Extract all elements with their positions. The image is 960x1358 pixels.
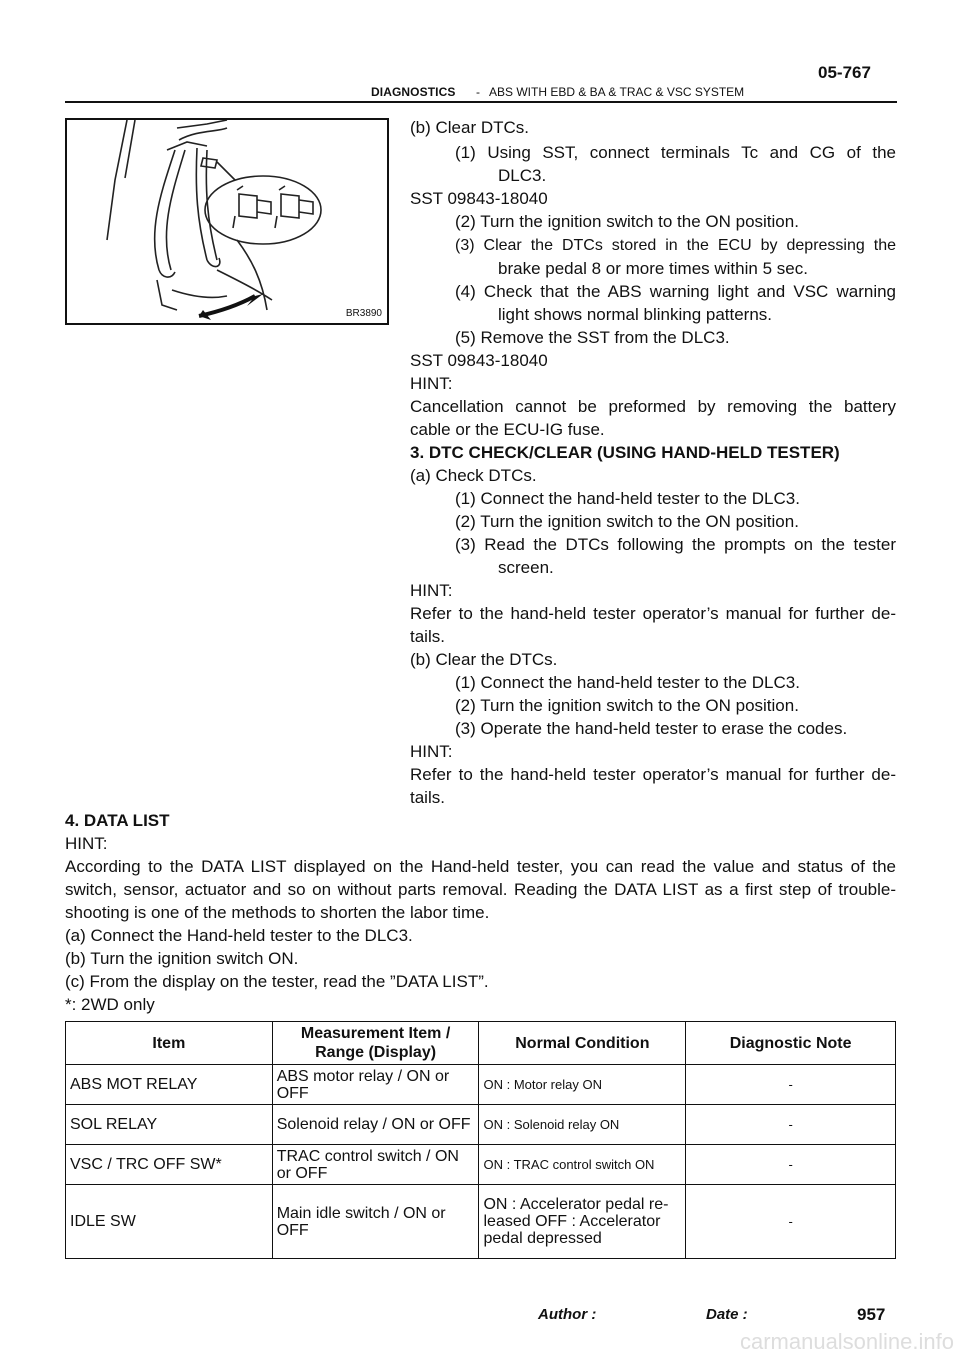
data-list-para-line1: According to the DATA LIST displayed on the Hand-held tester, you can read the value and status of the bbox=[65, 857, 896, 876]
cell-item: SOL RELAY bbox=[66, 1105, 273, 1145]
cell-diagnostic-note: - bbox=[686, 1185, 896, 1259]
cell-measurement: ABS motor relay / ON or OFF bbox=[272, 1065, 479, 1105]
step-b5: (5) Remove the SST from the DLC3. bbox=[455, 328, 730, 347]
step-b1-line1: (1) Using SST, connect terminals Tc and CG of the bbox=[455, 143, 896, 162]
data-list-para-line3: shooting is one of the methods to shorten the labor time. bbox=[65, 903, 490, 922]
sst-number-2: SST 09843-18040 bbox=[410, 351, 548, 370]
header-rule bbox=[65, 101, 897, 103]
footer-author: Author : bbox=[538, 1306, 597, 1323]
step-a2: (2) Turn the ignition switch to the ON position. bbox=[455, 512, 799, 531]
step-d-c: (c) From the display on the tester, read the ”DATA LIST”. bbox=[65, 972, 489, 991]
hint-label-2: HINT: bbox=[410, 581, 453, 600]
header-diagnostic-note: Diagnostic Note bbox=[686, 1022, 896, 1065]
table-row bbox=[66, 1145, 896, 1185]
step-a-check: (a) Check DTCs. bbox=[410, 466, 537, 485]
footnote-2wd: *: 2WD only bbox=[65, 995, 155, 1014]
header-title: DIAGNOSTICS bbox=[371, 85, 456, 99]
step-c3: (3) Operate the hand-held tester to erase the codes. bbox=[455, 719, 848, 738]
cell-measurement: Solenoid relay / ON or OFF bbox=[272, 1105, 479, 1145]
hint3-line1: Refer to the hand-held tester operator’s manual for further de- bbox=[410, 765, 896, 784]
cell-measurement: Main idle switch / ON or OFF bbox=[272, 1185, 479, 1259]
step-d-b: (b) Turn the ignition switch ON. bbox=[65, 949, 299, 968]
hint1-line2: cable or the ECU-IG fuse. bbox=[410, 420, 605, 439]
cell-item: VSC / TRC OFF SW* bbox=[66, 1145, 273, 1185]
step-b-clear: (b) Clear DTCs. bbox=[410, 118, 530, 137]
table-row bbox=[66, 1065, 896, 1105]
table-header-row bbox=[66, 1022, 896, 1065]
header-separator: - bbox=[476, 85, 480, 99]
step-c1: (1) Connect the hand-held tester to the DLC3. bbox=[455, 673, 800, 692]
hint3-line2: tails. bbox=[410, 788, 445, 807]
header-subtitle: ABS WITH EBD & BA & TRAC & VSC SYSTEM bbox=[489, 85, 745, 99]
pedal-drawing bbox=[67, 120, 387, 323]
step-a1: (1) Connect the hand-held tester to the DLC3. bbox=[455, 489, 800, 508]
step-b3-line1: (3) Clear the DTCs stored in the ECU by depressing the bbox=[455, 237, 896, 254]
cell-item: IDLE SW bbox=[66, 1185, 273, 1259]
cell-item: ABS MOT RELAY bbox=[66, 1065, 273, 1105]
table-row bbox=[66, 1185, 896, 1259]
header-item: Item bbox=[66, 1022, 273, 1065]
watermark: carmanualsonline.info bbox=[739, 1329, 954, 1354]
cell-normal-condition: ON : Solenoid relay ON bbox=[479, 1105, 686, 1145]
cell-normal-condition: ON : TRAC control switch ON bbox=[479, 1145, 686, 1185]
cell-diagnostic-note: - bbox=[686, 1145, 896, 1185]
pedal-illustration bbox=[65, 118, 389, 325]
hint2-line1: Refer to the hand-held tester operator’s manual for further de- bbox=[410, 604, 896, 623]
step-b3-line2: brake pedal 8 or more times within 5 sec. bbox=[498, 259, 808, 278]
page-number: 957 bbox=[857, 1305, 886, 1324]
data-list-table bbox=[65, 1021, 896, 1259]
figure-label: BR3890 bbox=[345, 308, 382, 319]
table-row bbox=[66, 1105, 896, 1145]
header-normal-condition: Normal Condition bbox=[479, 1022, 686, 1065]
hint-label-3: HINT: bbox=[410, 742, 453, 761]
step-b-clear2: (b) Clear the DTCs. bbox=[410, 650, 558, 669]
step-a3-line1: (3) Read the DTCs following the prompts on the tester bbox=[455, 535, 896, 554]
section-code: 05-767 bbox=[818, 63, 871, 82]
section-4-heading: 4. DATA LIST bbox=[65, 811, 170, 830]
step-a3-line2: screen. bbox=[498, 558, 554, 577]
step-c2: (2) Turn the ignition switch to the ON position. bbox=[455, 696, 799, 715]
cell-diagnostic-note: - bbox=[686, 1105, 896, 1145]
hint2-line2: tails. bbox=[410, 627, 445, 646]
step-d-a: (a) Connect the Hand-held tester to the DLC3. bbox=[65, 926, 413, 945]
footer-date: Date : bbox=[706, 1306, 748, 1323]
step-b4-line1: (4) Check that the ABS warning light and VSC warning bbox=[455, 282, 896, 301]
step-b1-line2: DLC3. bbox=[498, 166, 547, 185]
cell-normal-condition: ON : Motor relay ON bbox=[479, 1065, 686, 1105]
header-measurement: Measurement Item / Range (Display) bbox=[272, 1022, 479, 1065]
step-b4-line2: light shows normal blinking patterns. bbox=[498, 305, 773, 324]
cell-measurement: TRAC control switch / ON or OFF bbox=[272, 1145, 479, 1185]
hint1-line1: Cancellation cannot be preformed by removing the battery bbox=[410, 397, 896, 416]
hint-label-4: HINT: bbox=[65, 834, 108, 853]
step-b2: (2) Turn the ignition switch to the ON position. bbox=[455, 212, 799, 231]
data-list-para-line2: switch, sensor, actuator and so on without parts removal. Reading the DATA LIST as a first step of trouble- bbox=[65, 880, 896, 899]
cell-diagnostic-note: - bbox=[686, 1065, 896, 1105]
section-3-heading: 3. DTC CHECK/CLEAR (USING HAND-HELD TESTER) bbox=[410, 443, 840, 462]
hint-label-1: HINT: bbox=[410, 374, 453, 393]
sst-number-1: SST 09843-18040 bbox=[410, 189, 548, 208]
cell-normal-condition: ON : Accelerator pedal re- leased OFF : Accelerator pedal depressed bbox=[479, 1185, 686, 1259]
